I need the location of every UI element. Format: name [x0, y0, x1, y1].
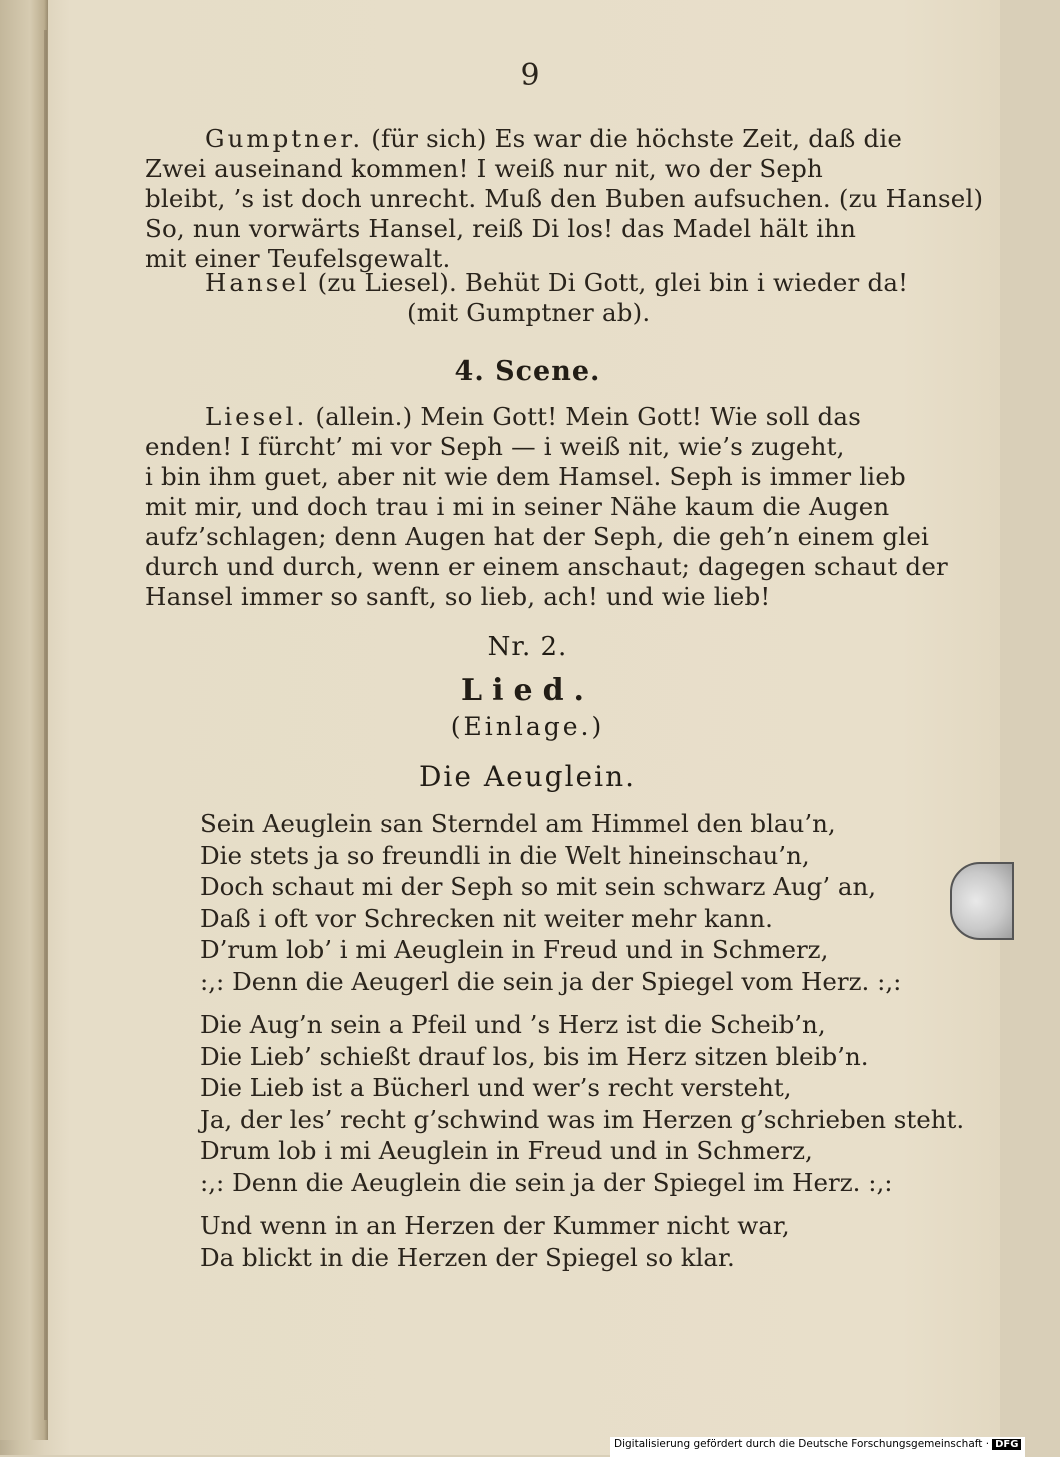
stanza2-line-6: :,: Denn die Aeuglein die sein ja der Spiegel im Herz. :,:: [200, 1167, 893, 1197]
gutter-shadow: [44, 30, 47, 1420]
stanza-2: [200, 1009, 965, 1199]
stanza-3: [200, 1210, 910, 1273]
footer-text: Digitalisierung gefördert durch die Deutsche Forschungsgemeinschaft ·: [614, 1438, 990, 1450]
song-number: Nr. 2.: [487, 632, 568, 662]
scene-line-3: i bin ihm guet, aber nit wie dem Hamsel. Seph is immer lieb: [145, 462, 906, 491]
paragraph1-line-2: Zwei auseinand kommen! I weiß nur nit, wo der Seph: [145, 154, 823, 183]
stanza1-line-6: :,: Denn die Aeugerl die sein ja der Spiegel vom Herz. :,:: [200, 966, 902, 996]
stanza1-line-5: D’rum lob’ i mi Aeuglein in Freud und in Schmerz,: [200, 935, 829, 965]
scene-line-7: Hansel immer so sanft, so lieb, ach! und wie lieb!: [145, 582, 771, 611]
scene-line-6: durch und durch, wenn er einem anschaut; dagegen schaut der: [145, 552, 948, 581]
stanza1-line-4: Daß i oft vor Schrecken nit weiter mehr kann.: [200, 903, 773, 933]
stanza1-line-1: Sein Aeuglein san Sterndel am Himmel den blau’n,: [200, 809, 836, 838]
stanza2-line-5: Drum lob i mi Aeuglein in Freud und in Schmerz,: [200, 1136, 813, 1166]
paragraph1-line-5: mit einer Teufelsgewalt.: [145, 244, 451, 273]
paragraph1-line-3: bleibt, ’s ist doch unrecht. Muß den Buben aufsuchen. (zu Hansel): [145, 184, 984, 213]
scene-line-2: enden! I fürcht’ mi vor Seph — i weiß nit, wie’s zugeht,: [145, 432, 845, 461]
song-title: Die Aeuglein.: [418, 760, 637, 793]
stanza1-line-2: Die stets ja so freundli in die Welt hineinschau’n,: [200, 840, 810, 870]
stanza2-line-4: Ja, der les’ recht g’schwind was im Herzen g’schrieben steht.: [200, 1104, 965, 1134]
stanza2-line-3: Die Lieb ist a Bücherl und wer’s recht versteht,: [200, 1073, 792, 1103]
dfg-logo-icon: DFG: [992, 1439, 1021, 1450]
previous-page-edge: [0, 0, 48, 1440]
speaker-liesel: Liesel.: [205, 402, 308, 431]
page-number: 9: [520, 58, 540, 93]
stanza2-line-1: Die Aug’n sein a Pfeil und ’s Herz ist die Scheib’n,: [200, 1010, 826, 1039]
stanza1-line-3: Doch schaut mi der Seph so mit sein schwarz Aug’ an,: [200, 872, 877, 902]
stanza3-line-2: Da blickt in die Herzen der Spiegel so klar.: [200, 1242, 735, 1272]
speaker-gumptner: Gumptner.: [205, 124, 364, 153]
paragraph-gumptner: [145, 124, 984, 274]
scene-heading: 4. Scene.: [454, 356, 601, 387]
paragraph2-text: (zu Liesel). Behüt Di Gott, glei bin i wieder da!: [317, 268, 909, 297]
paragraph1-line-4: So, nun vorwärts Hansel, reiß Di los! das Madel hält ihn: [145, 214, 857, 243]
paragraph1-line-1: (für sich) Es war die höchste Zeit, daß die: [371, 124, 903, 153]
paragraph2-stage-direction: (mit Gumptner ab).: [407, 298, 651, 327]
stanza2-line-2: Die Lieb’ schießt drauf los, bis im Herz sitzen bleib’n.: [200, 1041, 869, 1071]
song-type-heading: Lied.: [461, 673, 594, 708]
song-note: (Einlage.): [450, 712, 605, 741]
scene-line-1: (allein.) Mein Gott! Mein Gott! Wie soll das: [315, 402, 861, 431]
page-clip-icon: [950, 862, 1014, 940]
scene-line-4: mit mir, und doch trau i mi in seiner Nähe kaum die Augen: [145, 492, 890, 521]
stanza-1: [200, 808, 910, 998]
stanza3-line-1: Und wenn in an Herzen der Kummer nicht war,: [200, 1211, 790, 1240]
paragraph-hansel: [145, 268, 910, 328]
paragraph-liesel: [145, 402, 948, 612]
scene-line-5: aufz’schlagen; denn Augen hat der Seph, die geh’n einem glei: [145, 522, 930, 551]
speaker-hansel: Hansel: [205, 268, 310, 297]
digitization-footer: [610, 1437, 1025, 1457]
